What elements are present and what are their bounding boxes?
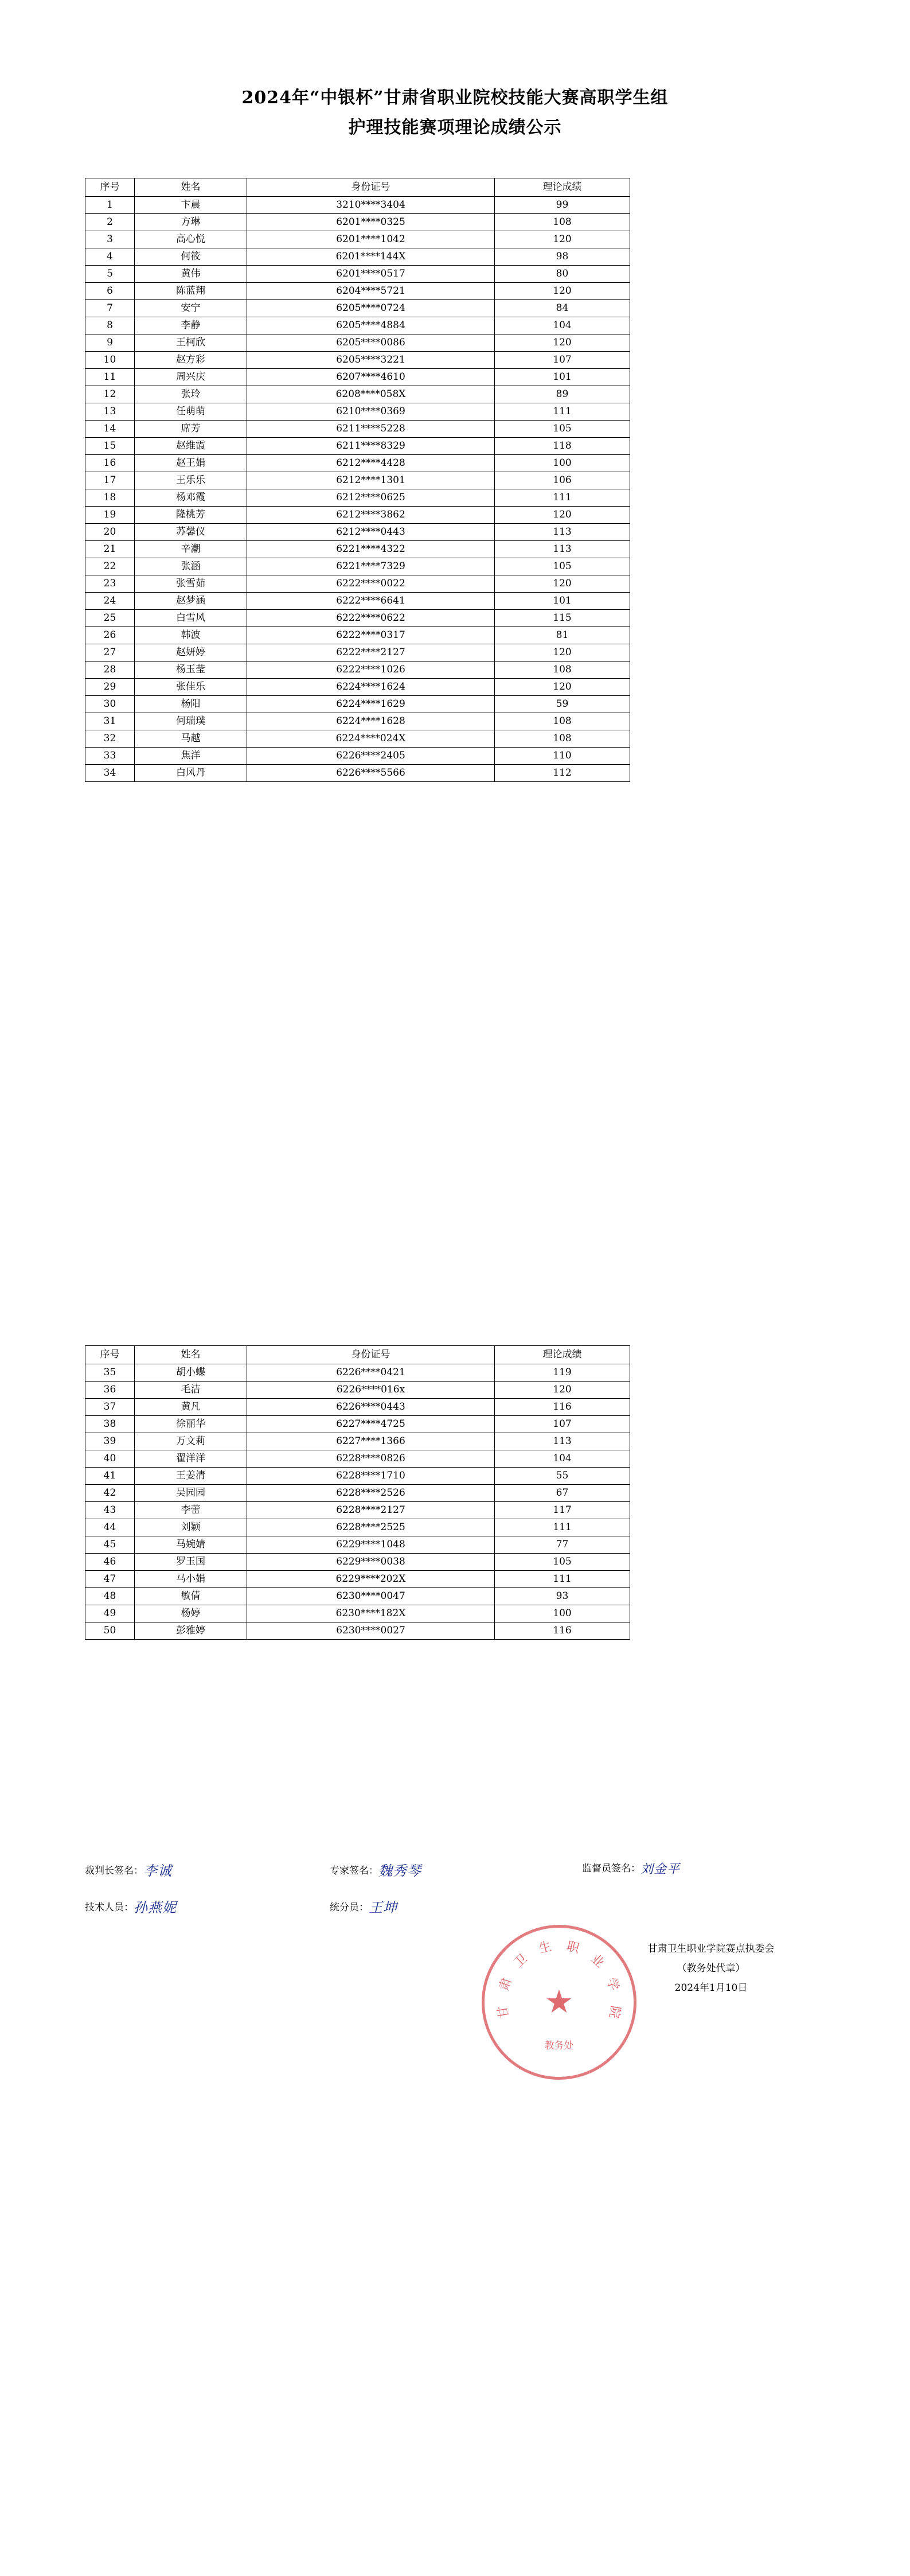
row-score: 120 <box>495 507 630 524</box>
row-name: 赵王娟 <box>135 455 247 472</box>
table-row <box>85 472 630 489</box>
table-row <box>85 541 630 558</box>
title-line-1: 2024年“中银杯”甘肃省职业院校技能大赛高职学生组 <box>241 88 669 108</box>
row-score: 111 <box>495 403 630 421</box>
row-score: 117 <box>495 1502 630 1519</box>
star-icon: ★ <box>544 1983 574 2021</box>
row-score: 113 <box>495 1433 630 1450</box>
row-index: 26 <box>85 627 135 644</box>
row-index: 38 <box>85 1416 135 1433</box>
row-score: 80 <box>495 266 630 283</box>
row-id-number: 6205****0086 <box>247 334 495 352</box>
row-score: 105 <box>495 558 630 575</box>
table-row <box>85 214 630 231</box>
row-score: 111 <box>495 1519 630 1536</box>
row-index: 34 <box>85 765 135 782</box>
row-name: 杨婷 <box>135 1605 247 1622</box>
table-row <box>85 1519 630 1536</box>
row-index: 43 <box>85 1502 135 1519</box>
row-score: 81 <box>495 627 630 644</box>
row-name: 黄凡 <box>135 1399 247 1416</box>
row-index: 24 <box>85 593 135 610</box>
row-name: 白雪风 <box>135 610 247 627</box>
row-name: 王乐乐 <box>135 472 247 489</box>
row-name: 杨玉莹 <box>135 661 247 679</box>
row-index: 2 <box>85 214 135 231</box>
row-score: 67 <box>495 1485 630 1502</box>
row-index: 42 <box>85 1485 135 1502</box>
row-id-number: 6229****0038 <box>247 1554 495 1571</box>
row-index: 39 <box>85 1433 135 1450</box>
row-index: 21 <box>85 541 135 558</box>
table-row <box>85 1536 630 1554</box>
row-index: 8 <box>85 317 135 334</box>
row-name: 吴园园 <box>135 1485 247 1502</box>
row-name: 毛洁 <box>135 1382 247 1399</box>
statistician-signature-label: 统分员： <box>330 1902 369 1913</box>
row-score: 120 <box>495 679 630 696</box>
row-index: 20 <box>85 524 135 541</box>
row-id-number: 6228****2525 <box>247 1519 495 1536</box>
row-id-number: 6224****024X <box>247 730 495 748</box>
table-row <box>85 334 630 352</box>
row-score: 106 <box>495 472 630 489</box>
row-id-number: 6212****0625 <box>247 489 495 507</box>
table-row <box>85 558 630 575</box>
row-name: 刘颖 <box>135 1519 247 1536</box>
row-id-number: 6226****016x <box>247 1382 495 1399</box>
row-id-number: 6201****0517 <box>247 266 495 283</box>
column-header-index: 序号 <box>85 1346 135 1364</box>
row-index: 23 <box>85 575 135 593</box>
table-row <box>85 713 630 730</box>
row-score: 120 <box>495 283 630 300</box>
row-score: 115 <box>495 610 630 627</box>
table-row <box>85 765 630 782</box>
row-id-number: 6205****0724 <box>247 300 495 317</box>
column-header-score: 理论成绩 <box>495 1346 630 1364</box>
row-id-number: 6226****2405 <box>247 748 495 765</box>
row-id-number: 6229****1048 <box>247 1536 495 1554</box>
row-index: 47 <box>85 1571 135 1588</box>
table-row <box>85 1382 630 1399</box>
table-row <box>85 1450 630 1468</box>
row-id-number: 6224****1629 <box>247 696 495 713</box>
row-score: 98 <box>495 248 630 266</box>
row-id-number: 6230****0047 <box>247 1588 495 1605</box>
row-score: 84 <box>495 300 630 317</box>
row-name: 韩波 <box>135 627 247 644</box>
row-id-number: 6204****5721 <box>247 283 495 300</box>
row-index: 4 <box>85 248 135 266</box>
row-name: 张雪茹 <box>135 575 247 593</box>
row-name: 何筱 <box>135 248 247 266</box>
row-score: 120 <box>495 334 630 352</box>
row-id-number: 6211****5228 <box>247 421 495 438</box>
row-score: 110 <box>495 748 630 765</box>
row-index: 1 <box>85 197 135 214</box>
table-row <box>85 610 630 627</box>
table-row <box>85 197 630 214</box>
row-index: 49 <box>85 1605 135 1622</box>
row-name: 马越 <box>135 730 247 748</box>
row-index: 45 <box>85 1536 135 1554</box>
row-id-number: 6222****0622 <box>247 610 495 627</box>
row-score: 113 <box>495 541 630 558</box>
row-index: 46 <box>85 1554 135 1571</box>
row-id-number: 6228****2127 <box>247 1502 495 1519</box>
table-row <box>85 1399 630 1416</box>
row-score: 101 <box>495 369 630 386</box>
table-row <box>85 386 630 403</box>
row-id-number: 6201****0325 <box>247 214 495 231</box>
row-name: 陈蓝翔 <box>135 283 247 300</box>
row-score: 59 <box>495 696 630 713</box>
table-row <box>85 679 630 696</box>
table-body-page-1 <box>85 197 630 782</box>
column-header-index: 序号 <box>85 178 135 197</box>
row-id-number: 6205****4884 <box>247 317 495 334</box>
row-index: 12 <box>85 386 135 403</box>
row-id-number: 6207****4610 <box>247 369 495 386</box>
row-id-number: 6229****202X <box>247 1571 495 1588</box>
row-id-number: 6211****8329 <box>247 438 495 455</box>
table-row <box>85 1502 630 1519</box>
table-row <box>85 593 630 610</box>
row-index: 35 <box>85 1364 135 1382</box>
row-name: 何瑞璞 <box>135 713 247 730</box>
row-id-number: 6226****5566 <box>247 765 495 782</box>
table-row <box>85 421 630 438</box>
row-score: 120 <box>495 644 630 661</box>
row-index: 10 <box>85 352 135 369</box>
row-name: 翟洋洋 <box>135 1450 247 1468</box>
row-index: 28 <box>85 661 135 679</box>
row-index: 16 <box>85 455 135 472</box>
row-score: 107 <box>495 1416 630 1433</box>
row-score: 105 <box>495 421 630 438</box>
row-index: 18 <box>85 489 135 507</box>
row-id-number: 6201****1042 <box>247 231 495 248</box>
row-index: 15 <box>85 438 135 455</box>
table-row <box>85 352 630 369</box>
table-row <box>85 403 630 421</box>
judge-signature-value: 李诚 <box>143 1863 172 1879</box>
row-score: 108 <box>495 214 630 231</box>
row-score: 120 <box>495 575 630 593</box>
table-row <box>85 1554 630 1571</box>
row-score: 101 <box>495 593 630 610</box>
row-score: 108 <box>495 661 630 679</box>
row-id-number: 6226****0421 <box>247 1364 495 1382</box>
row-name: 卞晨 <box>135 197 247 214</box>
table-row <box>85 231 630 248</box>
table-row <box>85 1468 630 1485</box>
column-header-name: 姓名 <box>135 178 247 197</box>
expert-signature-label: 专家签名： <box>330 1865 378 1877</box>
technician-signature-value: 孙燕妮 <box>134 1900 177 1916</box>
row-score: 104 <box>495 317 630 334</box>
row-score: 120 <box>495 1382 630 1399</box>
row-name: 焦洋 <box>135 748 247 765</box>
row-name: 白风丹 <box>135 765 247 782</box>
row-score: 119 <box>495 1364 630 1382</box>
row-index: 32 <box>85 730 135 748</box>
supervisor-signature <box>582 1858 680 1875</box>
row-id-number: 6210****0369 <box>247 403 495 421</box>
row-name: 马婉婧 <box>135 1536 247 1554</box>
row-score: 105 <box>495 1554 630 1571</box>
title-line-2: 护理技能赛项理论成绩公示 <box>348 118 562 138</box>
row-name: 方琳 <box>135 214 247 231</box>
row-id-number: 6224****1628 <box>247 713 495 730</box>
expert-signature <box>330 1858 421 1878</box>
column-header-score: 理论成绩 <box>495 178 630 197</box>
row-index: 22 <box>85 558 135 575</box>
table-header-row <box>85 1346 630 1364</box>
row-index: 29 <box>85 679 135 696</box>
row-index: 30 <box>85 696 135 713</box>
row-name: 万文莉 <box>135 1433 247 1450</box>
table-row <box>85 507 630 524</box>
row-name: 任萌萌 <box>135 403 247 421</box>
row-name: 赵方彩 <box>135 352 247 369</box>
row-index: 19 <box>85 507 135 524</box>
row-name: 王柯欣 <box>135 334 247 352</box>
table-row <box>85 369 630 386</box>
row-id-number: 6226****0443 <box>247 1399 495 1416</box>
row-index: 9 <box>85 334 135 352</box>
row-id-number: 6222****0022 <box>247 575 495 593</box>
row-name: 张涵 <box>135 558 247 575</box>
table-row <box>85 1416 630 1433</box>
row-name: 席芳 <box>135 421 247 438</box>
row-id-number: 6212****4428 <box>247 455 495 472</box>
row-id-number: 6228****1710 <box>247 1468 495 1485</box>
row-score: 108 <box>495 713 630 730</box>
row-name: 张佳乐 <box>135 679 247 696</box>
row-id-number: 6212****0443 <box>247 524 495 541</box>
score-table-page-2 <box>85 1345 630 1640</box>
row-name: 马小娟 <box>135 1571 247 1588</box>
table-row <box>85 1364 630 1382</box>
row-index: 25 <box>85 610 135 627</box>
row-index: 3 <box>85 231 135 248</box>
row-index: 6 <box>85 283 135 300</box>
row-id-number: 3210****3404 <box>247 197 495 214</box>
row-name: 周兴庆 <box>135 369 247 386</box>
row-id-number: 6224****1624 <box>247 679 495 696</box>
row-index: 27 <box>85 644 135 661</box>
table-row <box>85 627 630 644</box>
row-name: 黄伟 <box>135 266 247 283</box>
row-id-number: 6221****4322 <box>247 541 495 558</box>
row-index: 14 <box>85 421 135 438</box>
row-name: 安宁 <box>135 300 247 317</box>
technician-signature <box>85 1894 177 1915</box>
row-name: 王姜清 <box>135 1468 247 1485</box>
row-name: 杨阳 <box>135 696 247 713</box>
row-name: 苏馨仪 <box>135 524 247 541</box>
row-score: 116 <box>495 1622 630 1640</box>
row-id-number: 6227****4725 <box>247 1416 495 1433</box>
row-score: 104 <box>495 1450 630 1468</box>
table-row <box>85 1485 630 1502</box>
expert-signature-value: 魏秀琴 <box>378 1863 421 1879</box>
seal-sub-text: 教务处 <box>544 2040 574 2052</box>
row-score: 116 <box>495 1399 630 1416</box>
technician-signature-label: 技术人员： <box>85 1902 134 1913</box>
row-name: 徐丽华 <box>135 1416 247 1433</box>
row-name: 赵维霞 <box>135 438 247 455</box>
row-id-number: 6201****144X <box>247 248 495 266</box>
column-header-name: 姓名 <box>135 1346 247 1364</box>
table-row <box>85 438 630 455</box>
table-row <box>85 1433 630 1450</box>
table-row <box>85 455 630 472</box>
column-header-id: 身份证号 <box>247 1346 495 1364</box>
judge-signature-label: 裁判长签名： <box>85 1865 143 1877</box>
row-id-number: 6227****1366 <box>247 1433 495 1450</box>
row-index: 44 <box>85 1519 135 1536</box>
row-name: 罗玉国 <box>135 1554 247 1571</box>
row-id-number: 6205****3221 <box>247 352 495 369</box>
table-header-row <box>85 178 630 197</box>
organization-department: （教务处代章） <box>677 1963 745 1974</box>
table-row <box>85 524 630 541</box>
supervisor-signature-value: 刘金平 <box>640 1862 681 1877</box>
row-index: 50 <box>85 1622 135 1640</box>
row-id-number: 6228****2526 <box>247 1485 495 1502</box>
row-name: 高心悦 <box>135 231 247 248</box>
row-name: 赵妍婷 <box>135 644 247 661</box>
row-name: 辛潮 <box>135 541 247 558</box>
table-row <box>85 696 630 713</box>
row-score: 99 <box>495 197 630 214</box>
row-index: 41 <box>85 1468 135 1485</box>
row-id-number: 6230****0027 <box>247 1622 495 1640</box>
table-row <box>85 661 630 679</box>
issue-date: 2024年1月10日 <box>674 1982 748 1994</box>
row-score: 55 <box>495 1468 630 1485</box>
row-name: 赵梦涵 <box>135 593 247 610</box>
row-id-number: 6222****0317 <box>247 627 495 644</box>
row-id-number: 6230****182X <box>247 1605 495 1622</box>
statistician-signature-value: 王坤 <box>369 1900 397 1916</box>
table-body-page-2 <box>85 1364 630 1640</box>
statistician-signature <box>330 1894 397 1915</box>
row-index: 36 <box>85 1382 135 1399</box>
row-score: 89 <box>495 386 630 403</box>
row-score: 111 <box>495 489 630 507</box>
table-row <box>85 489 630 507</box>
row-name: 杨邓霞 <box>135 489 247 507</box>
row-score: 120 <box>495 231 630 248</box>
row-id-number: 6222****2127 <box>247 644 495 661</box>
row-score: 107 <box>495 352 630 369</box>
row-score: 100 <box>495 455 630 472</box>
row-index: 48 <box>85 1588 135 1605</box>
row-score: 77 <box>495 1536 630 1554</box>
row-name: 隆桃芳 <box>135 507 247 524</box>
row-index: 5 <box>85 266 135 283</box>
table-row <box>85 575 630 593</box>
table-row <box>85 317 630 334</box>
row-id-number: 6222****6641 <box>247 593 495 610</box>
organization-name: 甘肃卫生职业学院赛点执委会 <box>647 1943 775 1955</box>
table-row <box>85 300 630 317</box>
signature-area <box>0 1853 910 2094</box>
table-row <box>85 644 630 661</box>
row-score: 113 <box>495 524 630 541</box>
row-score: 100 <box>495 1605 630 1622</box>
row-id-number: 6228****0826 <box>247 1450 495 1468</box>
row-name: 胡小蝶 <box>135 1364 247 1382</box>
table-row <box>85 283 630 300</box>
row-score: 108 <box>495 730 630 748</box>
table-row <box>85 266 630 283</box>
row-name: 张玲 <box>135 386 247 403</box>
column-header-id: 身份证号 <box>247 178 495 197</box>
row-name: 敏倩 <box>135 1588 247 1605</box>
row-score: 93 <box>495 1588 630 1605</box>
row-index: 40 <box>85 1450 135 1468</box>
row-name: 李静 <box>135 317 247 334</box>
supervisor-signature-label: 监督员签名： <box>582 1863 640 1874</box>
row-index: 33 <box>85 748 135 765</box>
table-row <box>85 1605 630 1622</box>
table-row <box>85 730 630 748</box>
table-row <box>85 748 630 765</box>
issuing-organization <box>573 1939 849 1998</box>
row-index: 13 <box>85 403 135 421</box>
row-id-number: 6212****1301 <box>247 472 495 489</box>
row-index: 11 <box>85 369 135 386</box>
row-index: 37 <box>85 1399 135 1416</box>
table-row <box>85 1622 630 1640</box>
seal-ring-text: 甘 肃 卫 生 职 业 学 院 <box>495 1939 623 2020</box>
row-score: 112 <box>495 765 630 782</box>
table-row <box>85 1588 630 1605</box>
row-score: 111 <box>495 1571 630 1588</box>
row-id-number: 6212****3862 <box>247 507 495 524</box>
table-row <box>85 1571 630 1588</box>
row-index: 7 <box>85 300 135 317</box>
row-score: 118 <box>495 438 630 455</box>
score-table-page-1 <box>85 178 630 782</box>
row-id-number: 6208****058X <box>247 386 495 403</box>
row-name: 李蕾 <box>135 1502 247 1519</box>
page-title <box>0 83 910 143</box>
row-index: 31 <box>85 713 135 730</box>
row-name: 彭雅婷 <box>135 1622 247 1640</box>
judge-signature <box>85 1858 172 1878</box>
table-row <box>85 248 630 266</box>
row-index: 17 <box>85 472 135 489</box>
row-id-number: 6221****7329 <box>247 558 495 575</box>
row-id-number: 6222****1026 <box>247 661 495 679</box>
